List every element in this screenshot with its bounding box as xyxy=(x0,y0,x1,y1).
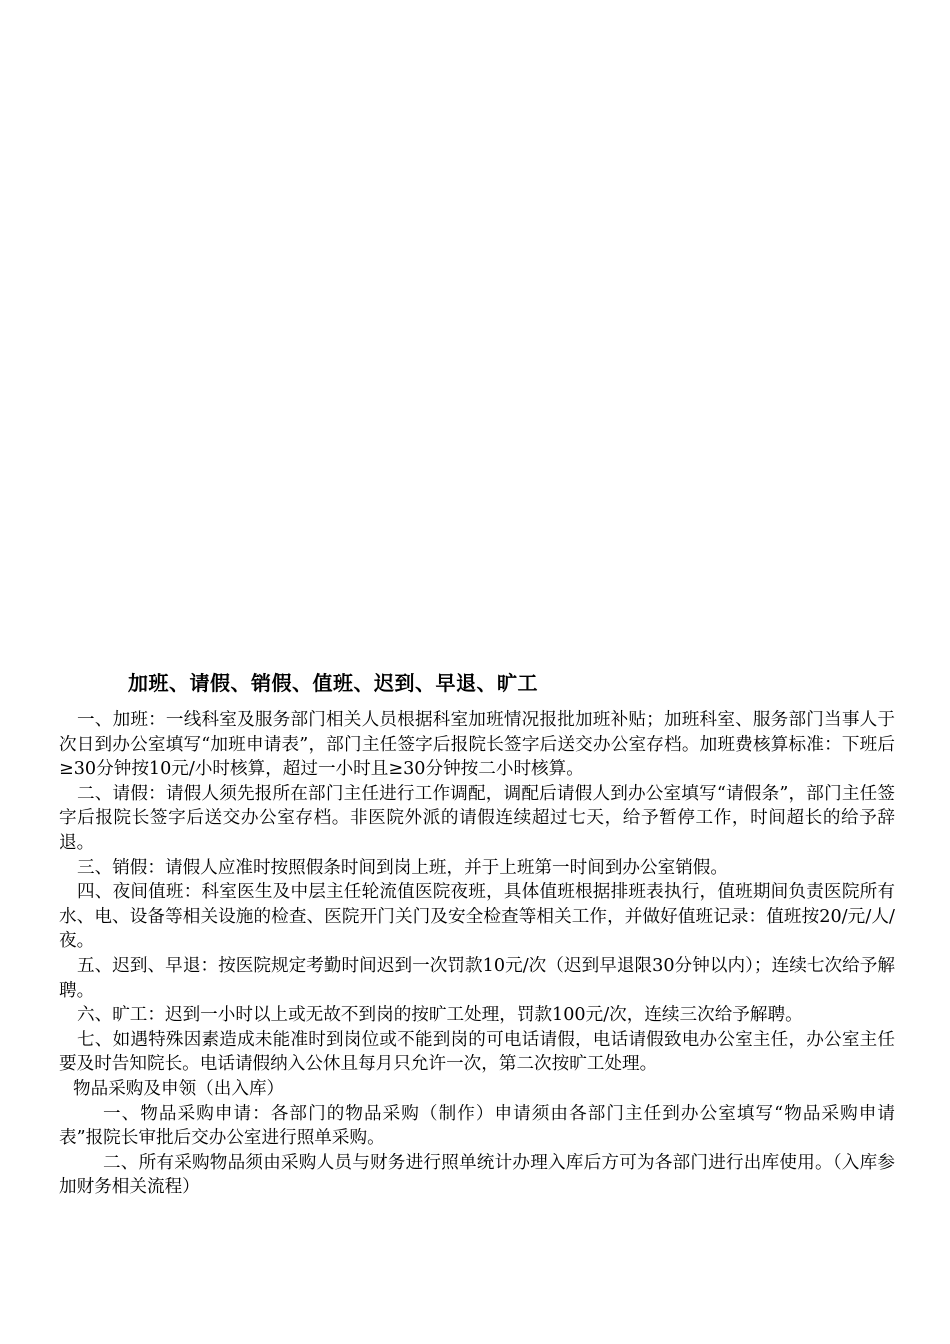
paragraph-leave-cancel: 三、销假：请假人应准时按照假条时间到岗上班，并于上班第一时间到办公室销假。 xyxy=(77,857,728,878)
paragraph-night-duty: 四、夜间值班：科室医生及中层主任轮流值医院夜班，具体值班根据排班表执行，值班期间负责医院所有水、电、设备等相关设施的检查、医院开门关门及安全检查等相关工作，并做好值班记录：值班按20/元/人/夜。 xyxy=(59,882,895,952)
paragraph-overtime: 一、加班：一线科室及服务部门相关人员根据科室加班情况报批加班补贴；加班科室、服务部门当事人于次日到办公室填写“加班申请表”，部门主任签字后报院长签字后送交办公室存档。加班费核算标准：下班后≥30分钟按10元/小时核算，超过一小时且≥30分钟按二小时核算。 xyxy=(59,710,895,780)
paragraph-procurement-request: 一、物品采购申请：各部门的物品采购（制作）申请须由各部门主任到办公室填写“物品采购申请表”报院长审批后交办公室进行照单采购。 xyxy=(59,1103,895,1149)
paragraph-special-cases: 七、如遇特殊因素造成未能准时到岗位或不能到岗的可电话请假，电话请假致电办公室主任，办公室主任要及时告知院长。电话请假纳入公休且每月只允许一次，第二次按旷工处理。 xyxy=(59,1029,895,1075)
paragraph-leave-request: 二、请假：请假人须先报所在部门主任进行工作调配，调配后请假人到办公室填写“请假条”，部门主任签字后报院长签字后送交办公室存档。非医院外派的请假连续超过七天，给予暂停工作，时间超长的给予辞退。 xyxy=(59,783,895,853)
section-heading-procurement: 物品采购及申领（出入库） xyxy=(73,1078,285,1099)
paragraph-late-early: 五、迟到、早退：按医院规定考勤时间迟到一次罚款10元/次（迟到早退限30分钟以内）；连续七次给予解聘。 xyxy=(59,955,895,1001)
document-title: 加班、请假、销假、值班、迟到、早退、旷工 xyxy=(128,671,538,695)
paragraph-procurement-storage: 二、所有采购物品须由采购人员与财务进行照单统计办理入库后方可为各部门进行出库使用。（入库参加财务相关流程） xyxy=(59,1152,895,1198)
document-body xyxy=(59,708,895,1200)
paragraph-absence: 六、旷工：迟到一小时以上或无故不到岗的按旷工处理，罚款100元/次，连续三次给予解聘。 xyxy=(77,1005,803,1026)
